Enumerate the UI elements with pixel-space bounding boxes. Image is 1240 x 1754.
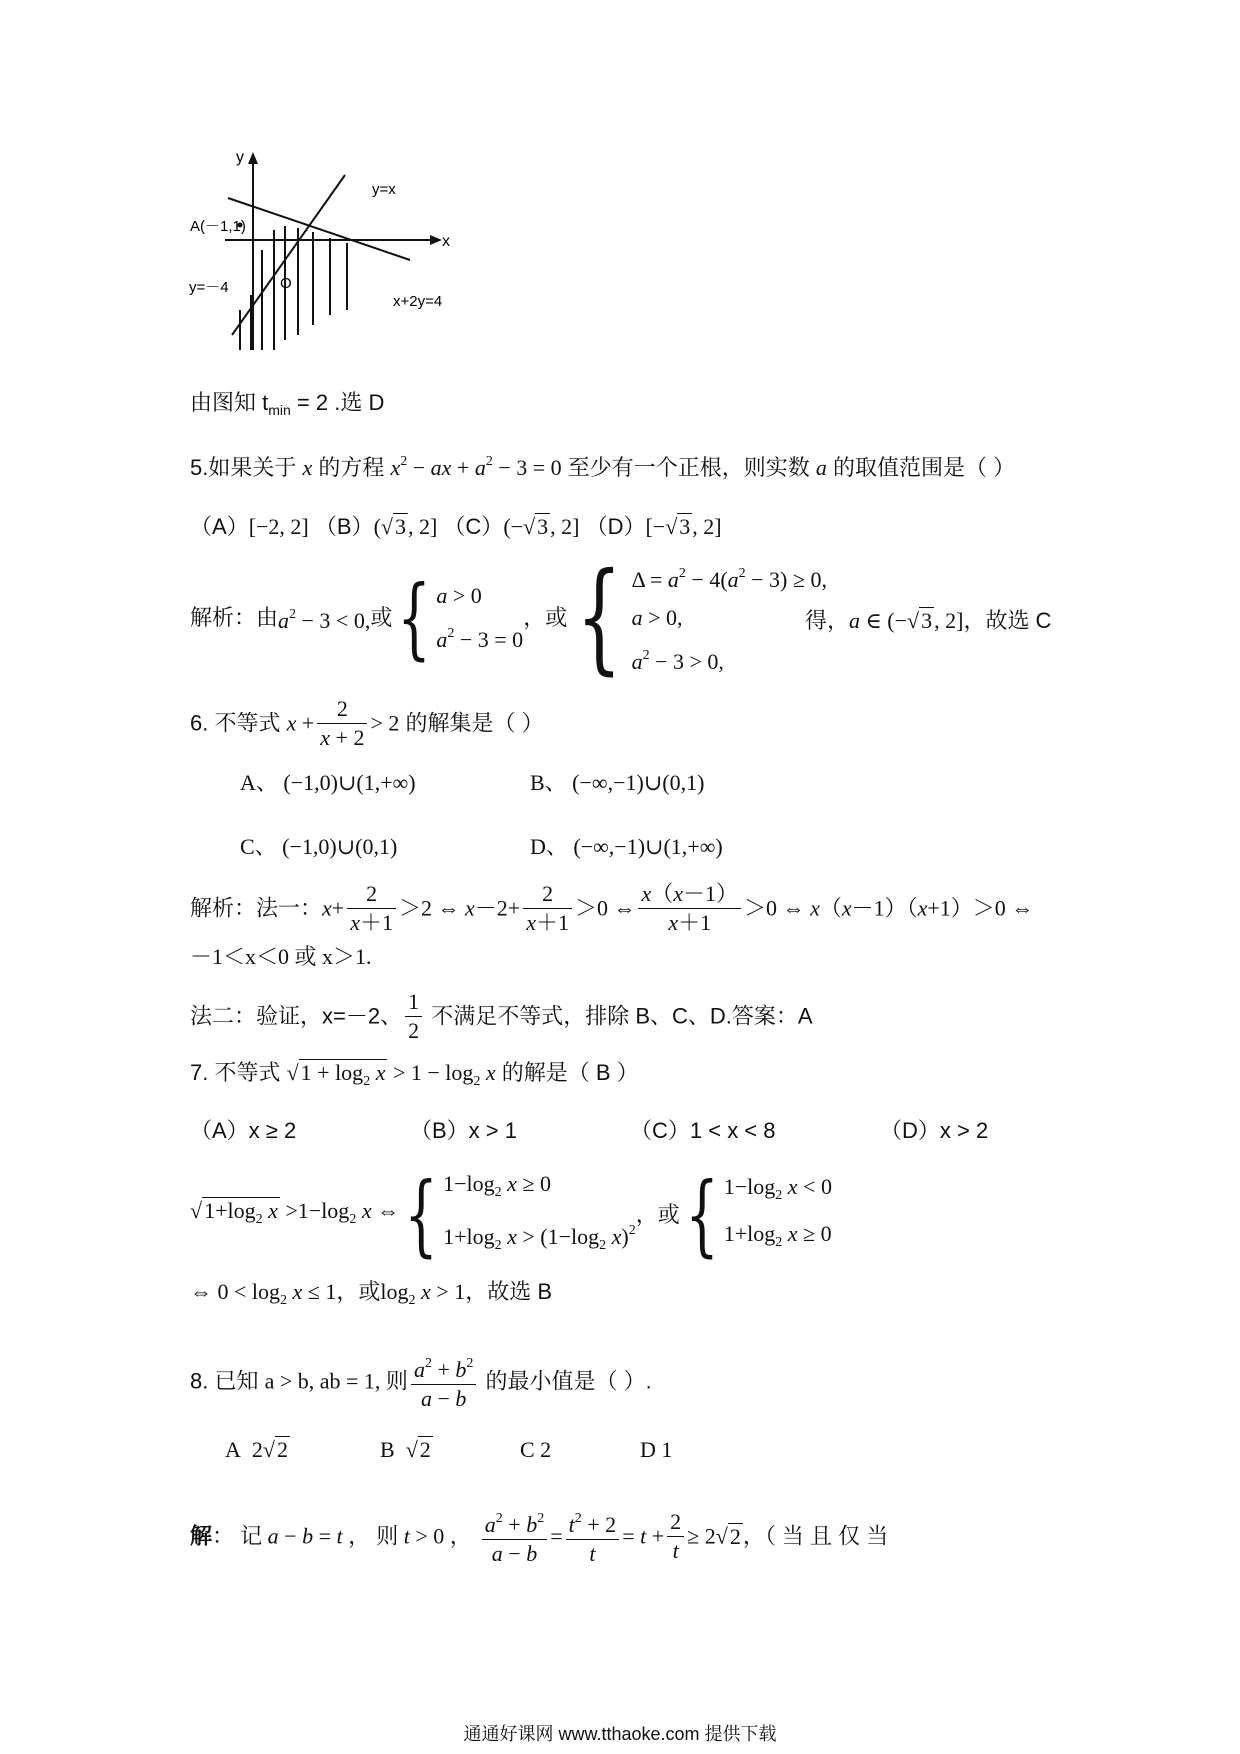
q7-question: 7. 不等式 $√1 + \log_2 x > 1 - \log_2 x$ 的解是（ B ） [190, 1060, 639, 1089]
q6-analysis-method2: 法二：验证，x=－2、 $\frac{1}{2}$ 不满足不等式，排除 B、C、D.答案：A [190, 989, 813, 1043]
q8-option-d: D 1 [640, 1437, 673, 1462]
line-label-x2y4: x+2y=4 [393, 293, 443, 310]
q8-option-a: A 2√2 [225, 1437, 288, 1462]
q5-analysis: 解析：由$a^2 - 3 < 0$,或{ a > 0 $a^2 - 3 = 0$ ，或{ $\Delta = a^2 - 4(a^2 - 3) \ge 0$, a > 0, $a^2 - 3 > 0$, [190, 548, 827, 687]
q8-question: 8. 已知 a > b, ab = 1, 则 $\frac{a^2 + b^2}{a - b}$ 的最小值是（ ）. [190, 1350, 652, 1413]
q7-option-b: （B）x > 1 [410, 1118, 517, 1143]
q7-analysis: $√1+\log_2$ $x >1-\log_2$ x ⇔{ $1-\log_2$ x ≥ 0 $1+\log_2$ $x > (1-\log_2$ x)$^2$ ，或{ $1-\log_2$ x < 0 $1+\log_2$ x ≥ 0 [190, 1163, 832, 1266]
q4-conclusion: 由图知 $t_{min} = 2$ .选 D [190, 390, 385, 418]
origin-label: O [280, 275, 292, 292]
q6-question: 6. 不等式 x + $\frac{2}{x + 2}$ > 2 的解集是（ ） [190, 696, 544, 750]
q8-option-c: C 2 [520, 1437, 552, 1462]
q5-options: （A）[−2, 2] （B）(√3, 2] （C）(−√3, 2] （D）[−√3, 2] [190, 514, 722, 539]
q7-option-a: （A）x ≥ 2 [190, 1118, 297, 1143]
q7-conclusion: ⇔ $0 < \log_2 x \le 1$，或$\log_2 x > 1$，故选 B [190, 1279, 552, 1308]
q6-analysis-method1: 解析：法一：x+ $\frac{2}{x+1}$ ＞2 ⇔ x－2+ $\frac{2}{x+1}$ ＞0 ⇔ $\frac{x(x-1)}{x+1}$ ＞0 ⇔ x（x－1）（x+1）＞0 ⇔ [190, 881, 1034, 935]
line-label-y-eq-x: y=x [372, 181, 396, 198]
q6-option-c: C、 (−1,0)∪(0,1) [240, 834, 398, 859]
q6-option-b: B、 (−∞,−1)∪(0,1) [530, 770, 705, 795]
q7-option-c: （C）1 < x < 8 [630, 1118, 776, 1143]
q5-question: 5.如果关于 x 的方程 $x^2$ − ax + $a^2 - 3 = 0$ 至少有一个正根，则实数 a 的取值范围是（ ） [190, 454, 1016, 480]
line-label-y-m4: y=－4 [189, 279, 229, 296]
q6-option-a: A、 (−1,0)∪(1,+∞) [240, 770, 416, 795]
page-footer: 通通好课网 www.tthaoke.com 提供下载 [463, 1724, 777, 1744]
q5-result: 得，a ∈ (−√3, 2]，故选 C [805, 608, 1052, 633]
q8-option-b: B √2 [380, 1437, 431, 1462]
q7-option-d: （D）x > 2 [880, 1118, 989, 1143]
x-axis-label: x [442, 233, 450, 250]
point-a-label: A(－1,1) [190, 218, 246, 235]
q6-analysis-line2: －1＜x＜0 或 x＞1. [190, 944, 372, 969]
q6-option-d: D、 (−∞,−1)∪(1,+∞) [530, 834, 723, 859]
q8-solution: 解： 记 a − b = t ， 则 t > 0 ， $\frac{a^2 + b^2}{a - b}$ = $\frac{t^2 + 2}{t}$ = t + $\frac{2}{t}$ ≥ 2√2，（ 当 且 仅 当 [190, 1505, 888, 1568]
feasible-region-graph [180, 150, 480, 360]
y-axis-label: y [236, 150, 244, 166]
